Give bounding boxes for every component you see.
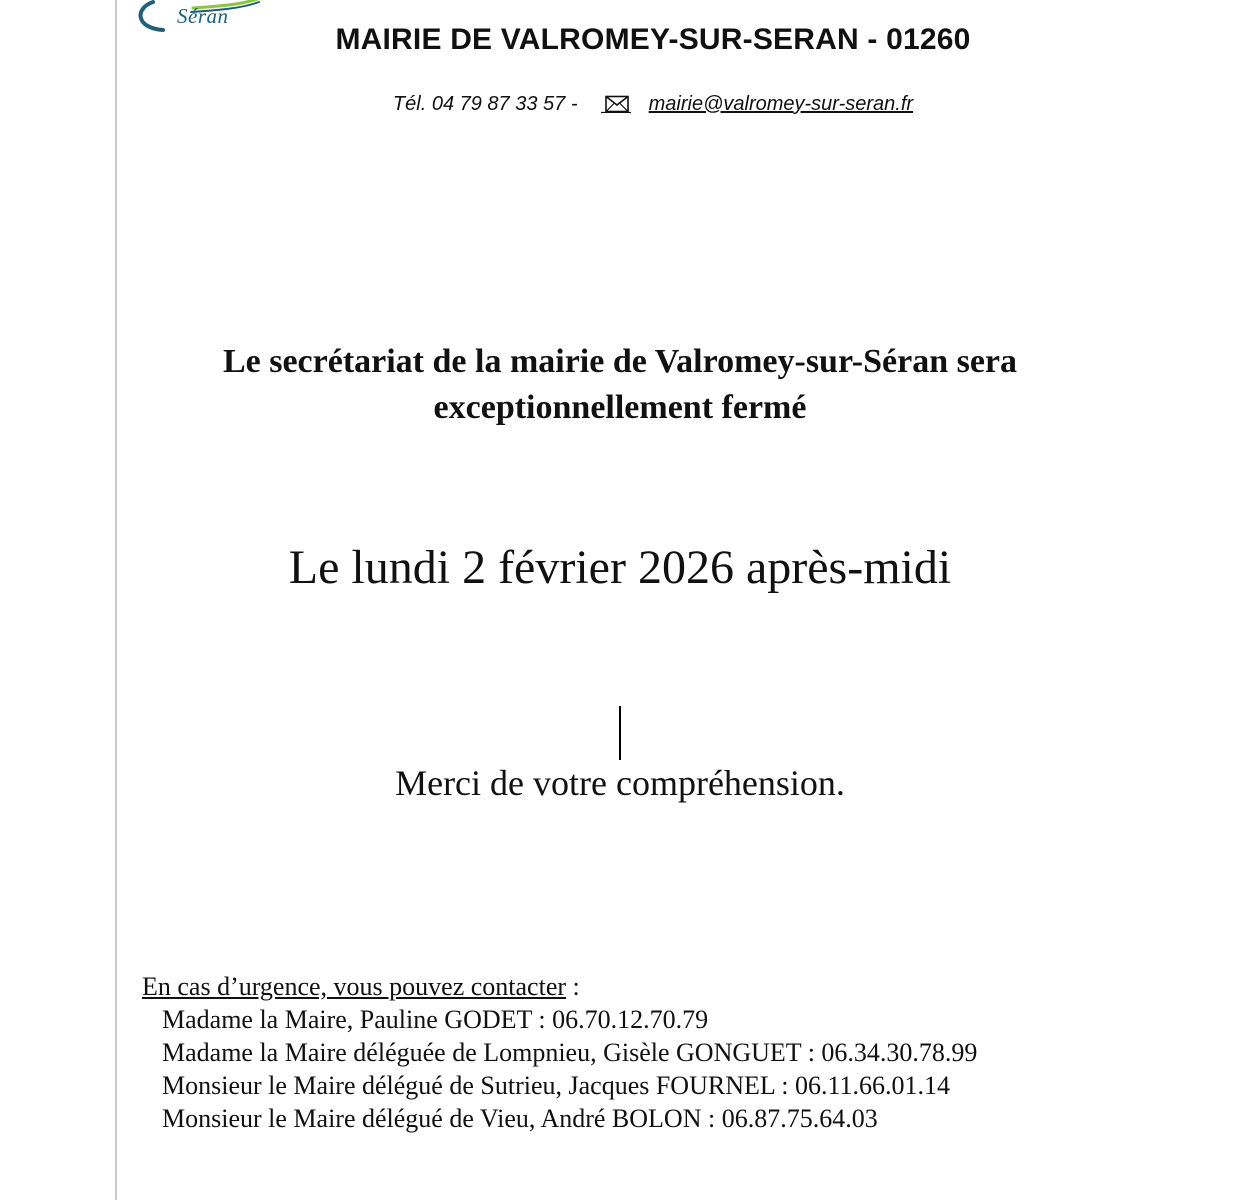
contact-item-maire: Madame la Maire, Pauline GODET : 06.70.12.70.79 [162, 1005, 709, 1034]
emergency-heading-suffix: : [566, 972, 580, 1001]
text-cursor [619, 706, 621, 760]
headline-line-2: exceptionnellement fermé [433, 389, 807, 426]
mairie-title: MAIRIE DE VALROMEY-SUR-SERAN - 01260 [335, 23, 971, 56]
emergency-heading-text: En cas d’urgence, vous pouvez contacter [142, 972, 567, 1001]
closure-headline [140, 339, 1100, 431]
emergency-heading [142, 970, 977, 1003]
emergency-contacts [142, 970, 977, 1135]
phone-number: Tél. 04 79 87 33 57 - [392, 93, 578, 115]
thanks-message: Merci de votre compréhension. [395, 763, 845, 803]
logo-text: Séran [177, 4, 229, 28]
closure-date: Le lundi 2 février 2026 après-midi [288, 541, 952, 594]
envelope-icon [601, 95, 631, 119]
contact-item-lompnieu: Madame la Maire déléguée de Lompnieu, Gisèle GONGUET : 06.34.30.78.99 [162, 1038, 978, 1067]
contact-line [200, 93, 1106, 119]
email-link[interactable]: mairie@valromey-sur-seran.fr [648, 93, 914, 115]
page-left-edge [115, 0, 117, 1200]
headline-line-1: Le secrétariat de la mairie de Valromey-sur-Séran sera [222, 343, 1018, 380]
contact-item-sutrieu: Monsieur le Maire délégué de Sutrieu, Jacques FOURNEL : 06.11.66.01.14 [162, 1071, 951, 1100]
contact-item-vieu: Monsieur le Maire délégué de Vieu, André BOLON : 06.87.75.64.03 [162, 1104, 878, 1133]
